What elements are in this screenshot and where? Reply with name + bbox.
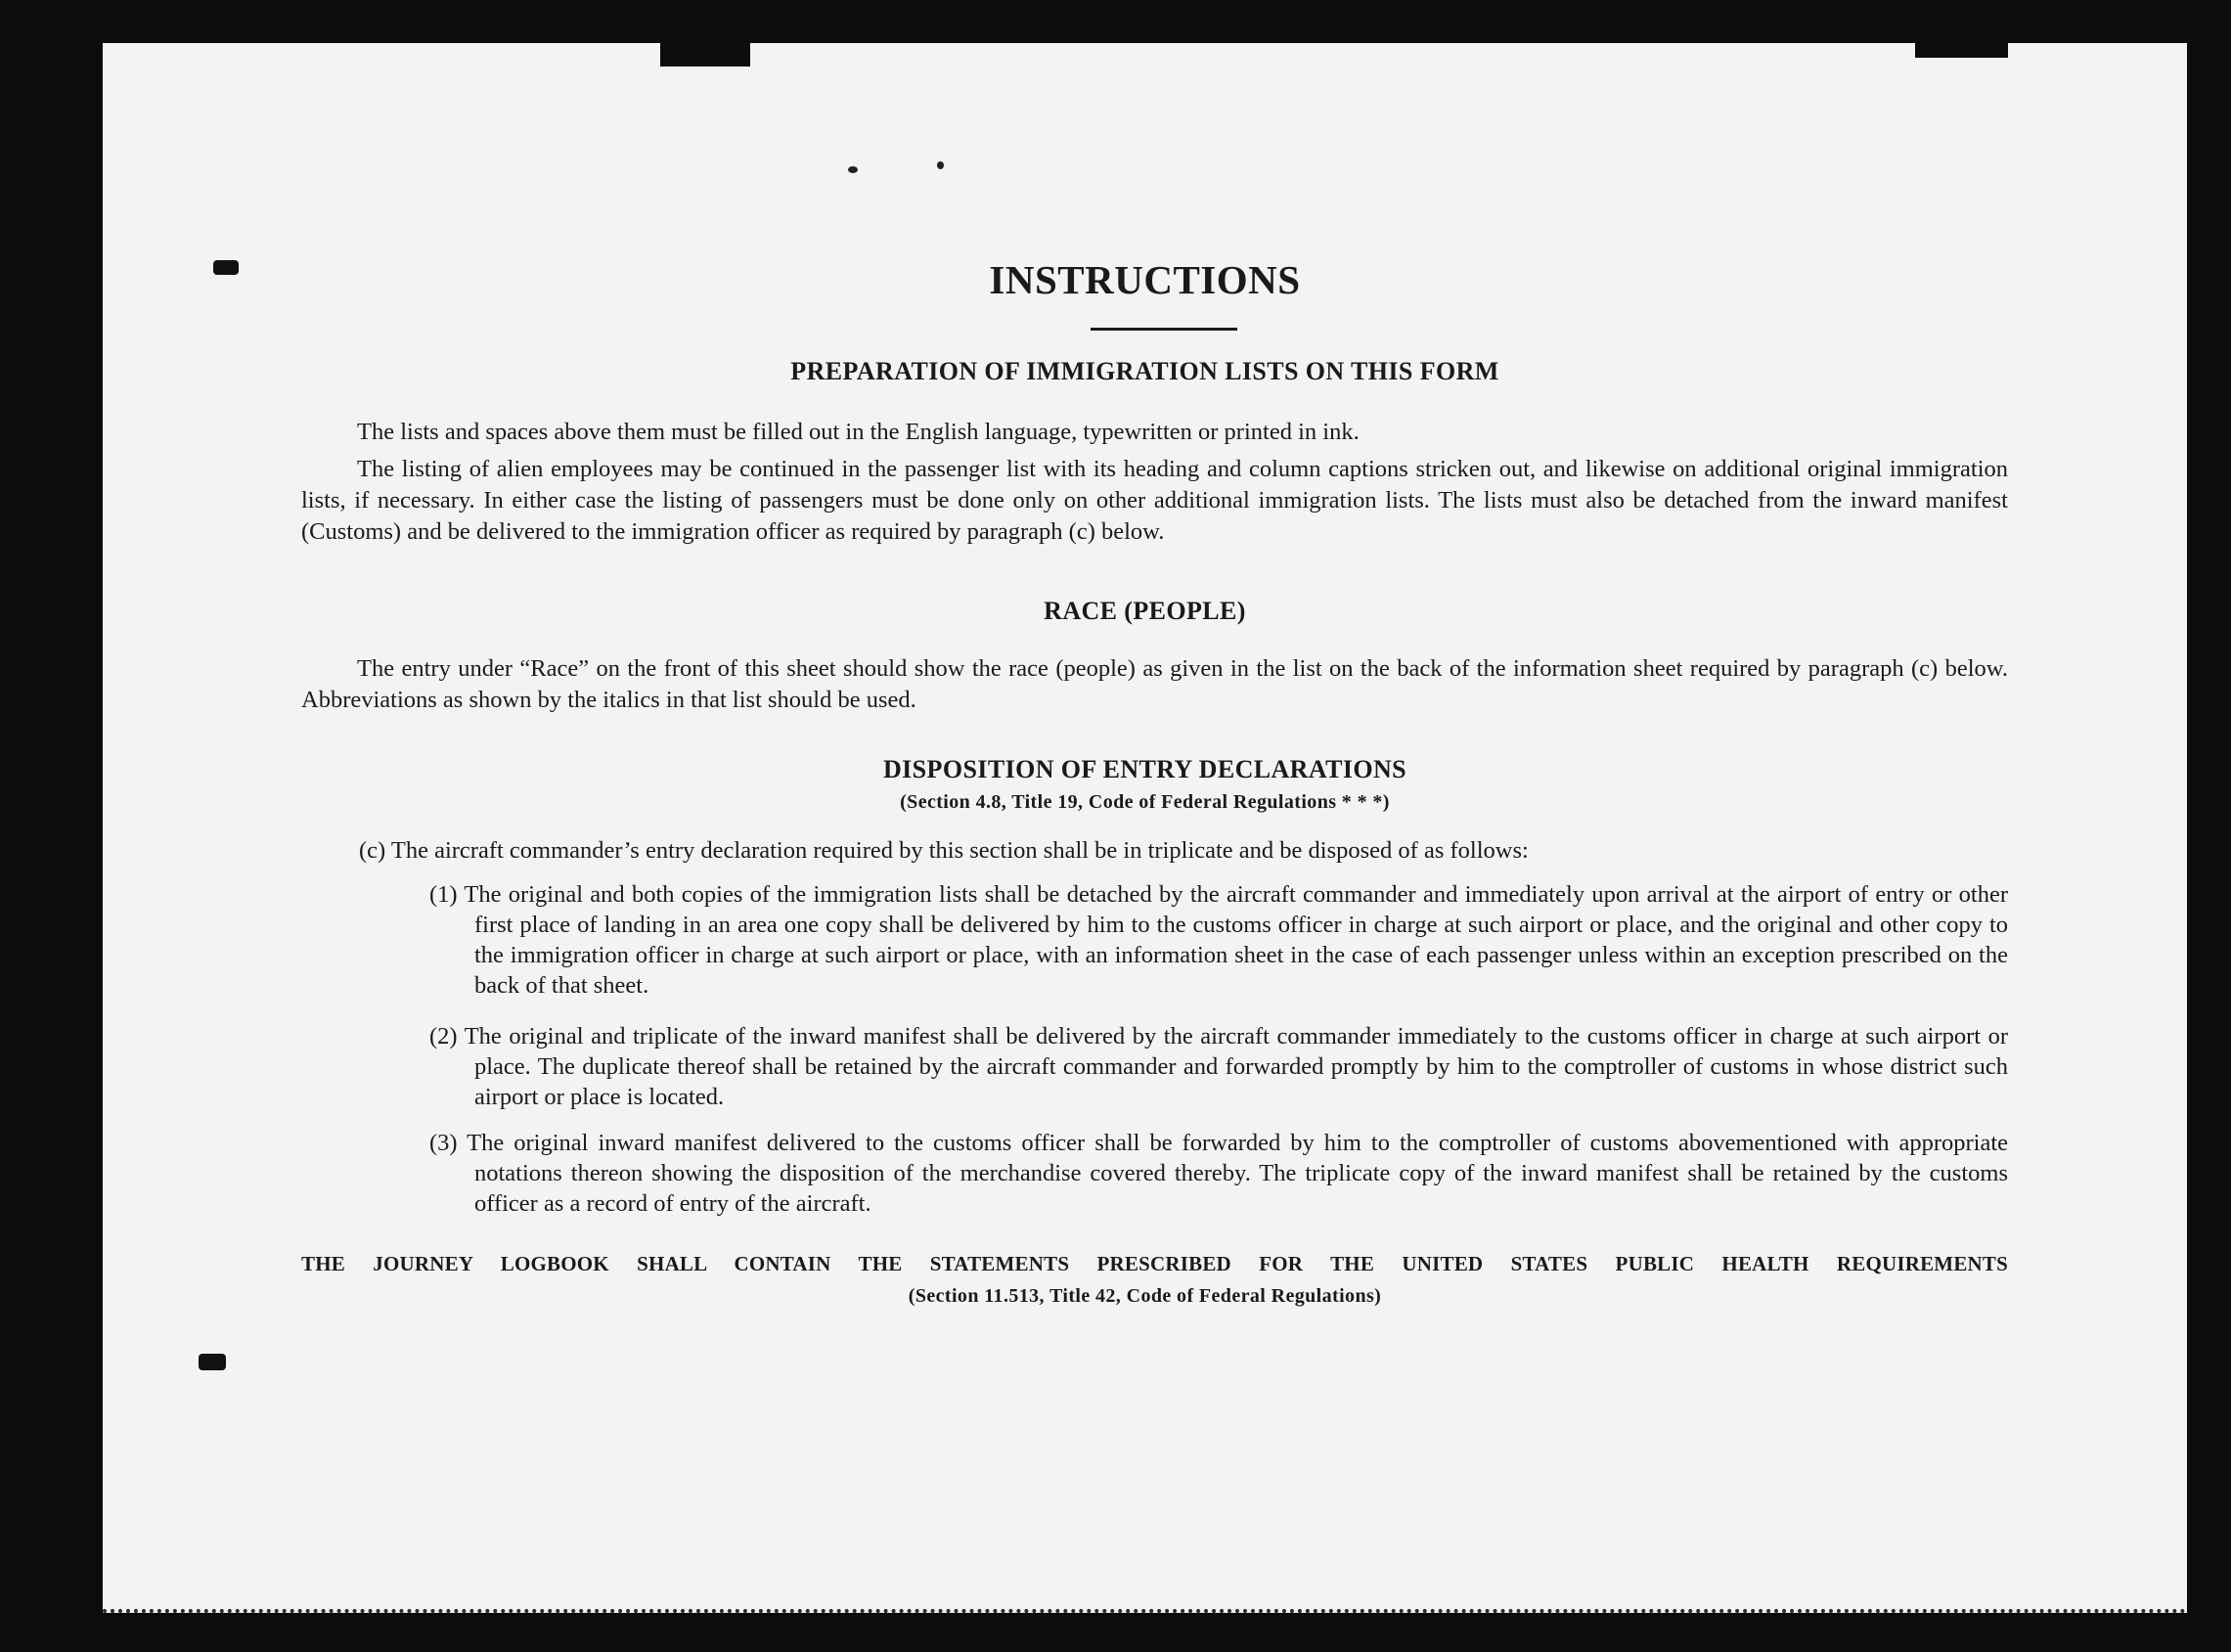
paragraph-race-entry: The entry under “Race” on the front of this sheet should show the race (people) as given in the list on the back of the information sheet required by paragraph (c) below. Abbreviations as shown by the italics in that list should be used. — [301, 655, 2008, 713]
section-reference: (Section 4.8, Title 19, Code of Federal Regulations * * *) — [900, 791, 1390, 813]
paragraph-alien-employees: The listing of alien employees may be continued in the passenger list with its heading and column captions stricken out, and likewise on additional original immigration lists, if necessary. In either case the listing of passengers must be done only on other additional immigration lists. The lists must also be detached from the inward manifest (Customs) and be delivered to the immigration officer as required by paragraph (c) below. — [301, 456, 2008, 545]
section-heading-preparation: PREPARATION OF IMMIGRATION LISTS ON THIS FORM — [790, 357, 1499, 385]
paper-tear — [1915, 43, 2008, 58]
item-number: (1) — [429, 881, 458, 908]
paper-tear — [660, 43, 750, 67]
clause-c-intro: (c) The aircraft commander’s entry declaration required by this section shall be in triplicate and be disposed of as follows: — [359, 837, 1529, 864]
speck — [937, 161, 944, 169]
item-text: The original and triplicate of the inward manifest shall be delivered by the aircraft commander immediately to the customs officer in charge at such airport or place. The duplicate thereof shall be retained by the aircraft commander and forwarded promptly by him to the comptroller of customs in whose district such airport or place is located. — [464, 1023, 2008, 1110]
document-page — [103, 43, 2187, 1613]
title-underline — [1091, 328, 1237, 331]
item-text: The original inward manifest delivered to the customs officer shall be forwarded by him to the comptroller of customs abovementioned with appropriate notations thereon showing the disposition of the merchandise covered thereby. The triplicate copy of the inward manifest shall be retained by the customs officer as a record of entry of the aircraft. — [467, 1130, 2009, 1217]
clause-item-1 — [429, 879, 2008, 1001]
section-heading-disposition: DISPOSITION OF ENTRY DECLARATIONS — [882, 755, 1407, 783]
item-number: (3) — [429, 1130, 458, 1156]
paragraph-lists-language: The lists and spaces above them must be filled out in the English language, typewritten or printed in ink. — [357, 419, 1360, 445]
punch-mark — [199, 1354, 226, 1370]
item-number: (2) — [429, 1023, 458, 1049]
item-text: The original and both copies of the immigration lists shall be detached by the aircraft commander and immediately upon arrival at the airport of entry or other first place of landing in an area one copy shall be delivered by him to the customs officer in charge at such airport or place, and the original and other copy to the immigration officer in charge at such airport or place, with an information sheet in the case of each passenger unless within an exception prescribed on the back of that sheet. — [464, 881, 2008, 999]
speck — [848, 166, 858, 173]
section-heading-race: RACE (PEOPLE) — [1044, 597, 1246, 625]
footer-statement: THE JOURNEY LOGBOOK SHALL CONTAIN THE STATEMENTS PRESCRIBED FOR THE UNITED STATES PUBLIC HEALTH REQUIREMENTS — [301, 1252, 2008, 1275]
clause-item-2 — [429, 1021, 2008, 1112]
footer-reference: (Section 11.513, Title 42, Code of Federal Regulations) — [908, 1285, 1382, 1307]
page-title: INSTRUCTIONS — [989, 257, 1301, 302]
clause-item-3 — [429, 1128, 2009, 1219]
